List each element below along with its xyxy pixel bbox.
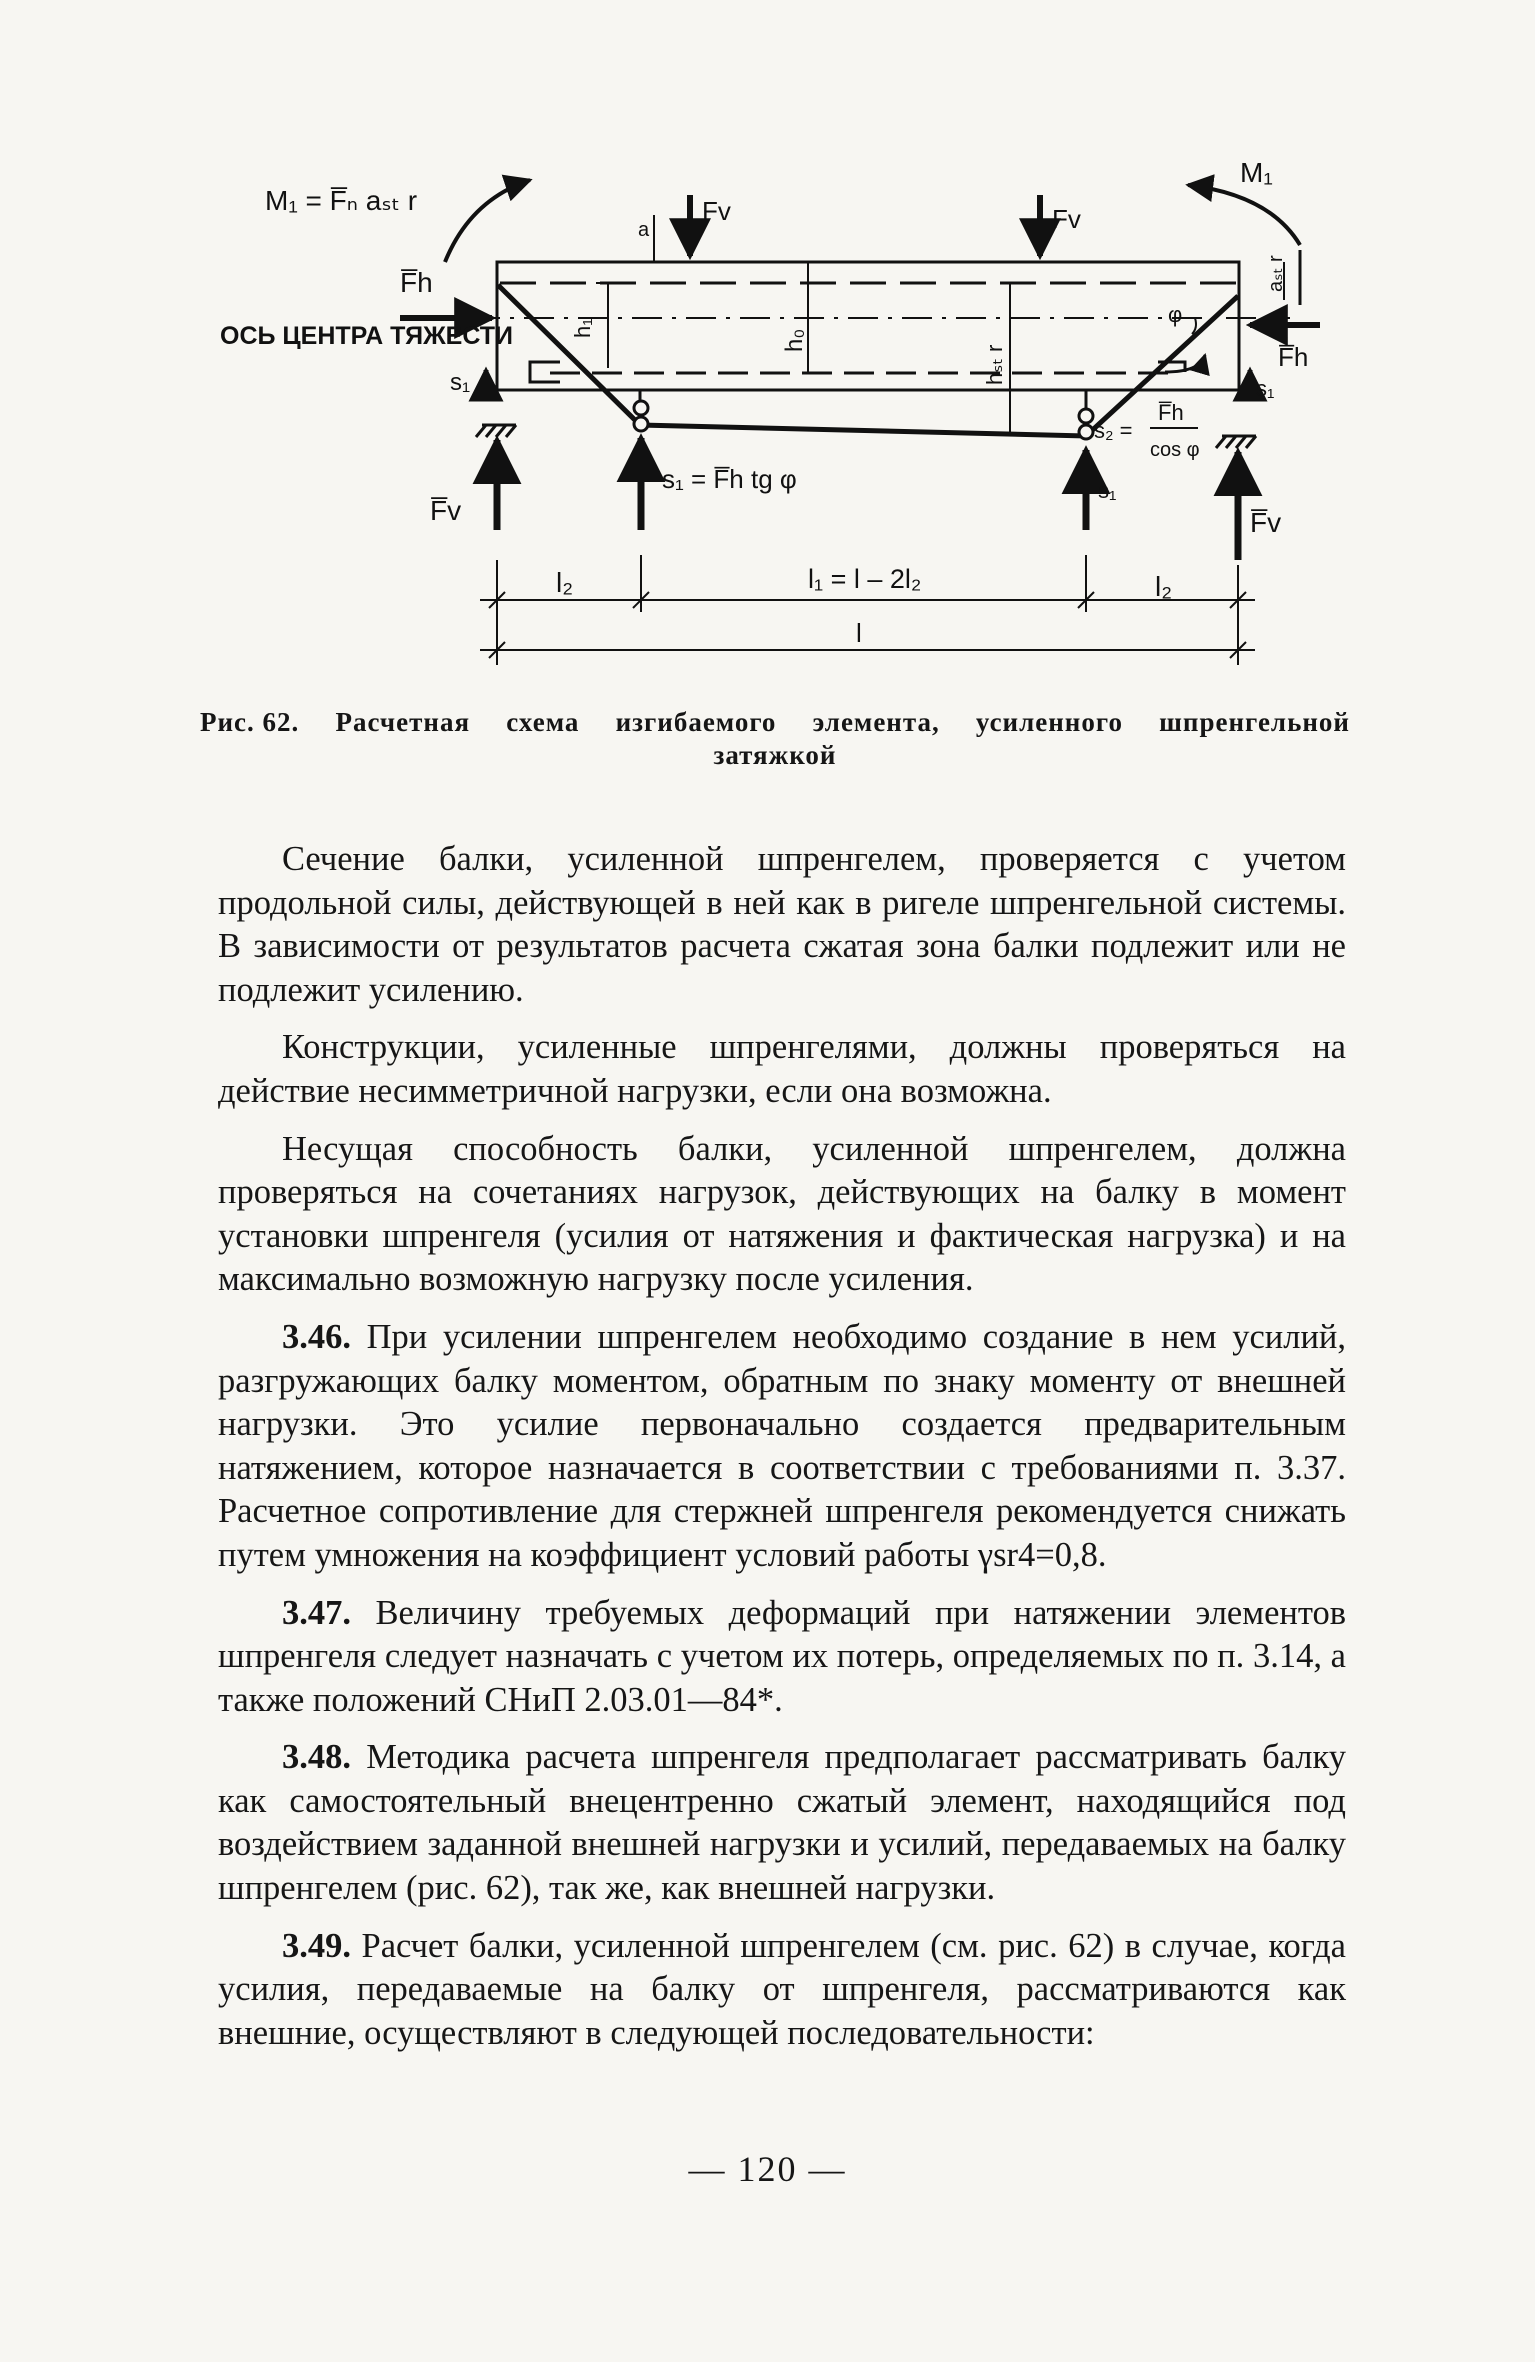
truss-node-left-top — [634, 401, 648, 415]
paragraph — [218, 1925, 1346, 2056]
caption-word: Рис. 62. — [200, 707, 300, 737]
angle-phi-arc — [1192, 318, 1196, 334]
caption-word: усиленного — [975, 707, 1123, 737]
paragraph-text: Расчет балки, усиленной шпренгелем (см. рис. 62) в случае, когда усилия, передаваемые на балку от шпренгеля, рассматриваются как внешние, осуществляют в следующей последовательности: — [218, 1926, 1346, 2052]
label-h0: h₀ — [781, 328, 808, 352]
label-a: a — [638, 219, 650, 241]
label-moment-left: M₁ = F̅ₙ aₛₜ r — [265, 185, 418, 216]
paragraph — [218, 1736, 1346, 1910]
caption-word: Расчетная — [335, 707, 471, 737]
paragraph-text: Сечение балки, усиленной шпренгелем, проверяется с учетом продольной силы, действующей в ней как в ригеле шпренгельной системы. В зависимости от результатов расчета сжатая зона балки подлежит или не подлежит усилению. — [218, 840, 1346, 1009]
support-right — [1216, 436, 1256, 448]
label-fv-top-right: Fv — [1052, 204, 1081, 234]
beam-diagram — [0, 0, 1535, 690]
label-s1-left: s₁ — [450, 369, 471, 396]
paragraph-text: При усилении шпренгелем необходимо создание в нем усилий, разгружающих балку моментом, обратным по знаку моменту от внешней нагрузки. Это усилие первоначально создается предварительным натяжением, которое назначается в соответствии с требованиями п. 3.37. Расчетное сопротивление для стержней шпренгеля рекомендуется снижать путем умножения на коэффициент условий работы γsr4=0,8. — [218, 1317, 1346, 1574]
caption-line-2: затяжкой — [713, 740, 837, 770]
label-fv-top-left: Fv — [702, 196, 731, 226]
label-fv-right: F̅v — [1250, 507, 1282, 538]
moment-arc-right — [1188, 185, 1300, 245]
paragraph-number: 3.49. — [282, 1926, 351, 1965]
paragraph-number: 3.48. — [282, 1738, 351, 1777]
label-h1: h₁ — [570, 318, 595, 338]
caption-line-1 — [200, 706, 1350, 739]
label-s2-formula: s₂ = — [1094, 418, 1133, 443]
label-s1-right-top: s₁ — [1256, 376, 1275, 401]
moment-arc-left — [445, 180, 530, 262]
label-fh-right: F̅h — [1278, 342, 1309, 372]
label-s2-cos: cos φ — [1150, 439, 1200, 461]
truss-node-right-top — [1079, 409, 1093, 423]
paragraph-text: Методика расчета шпренгеля предполагает рассматривать балку как самостоятельный внецентренно сжатый элемент, находящийся под воздействием заданной внешней нагрузки и усилий, передаваемых на балку шпренгелем (рис. 62), так же, как внешней нагрузки. — [218, 1738, 1347, 1908]
label-centroid-axis: ОСЬ ЦЕНТРА ТЯЖЕСТИ — [220, 322, 514, 350]
label-fv-left: F̅v — [430, 495, 462, 526]
paragraph — [218, 838, 1346, 1012]
truss-node-right-bottom — [1079, 425, 1093, 439]
label-phi: φ — [1168, 302, 1183, 327]
label-l2-right: l₂ — [1155, 571, 1173, 602]
label-s2-fh: F̅h — [1158, 400, 1184, 425]
caption-word: изгибаемого — [615, 707, 777, 737]
caption-word: шпренгельной — [1159, 707, 1350, 737]
figure-caption — [200, 706, 1350, 772]
paragraph — [218, 1026, 1346, 1113]
paragraph-text: Несущая способность балки, усиленной шпренгелем, должна проверяться на сочетаниях нагрузок, действующих на балку в момент установки шпренгеля (усилия от натяжения и фактическая нагрузка) и на максимально возможную нагрузку после усиления. — [218, 1129, 1346, 1299]
label-l1: l₁ = l – 2l₂ — [808, 564, 922, 594]
body-text — [218, 838, 1346, 2069]
paragraph-text: Конструкции, усиленные шпренгелями, должны проверяться на действие несимметричной нагрузки, если она возможна. — [218, 1028, 1346, 1110]
label-s1-formula: s₁ = F̅h tg φ — [662, 464, 797, 494]
label-hstr: hₛₜ r — [982, 344, 1007, 385]
caption-word: схема — [506, 707, 580, 737]
label-astr: aₛₜ r — [1265, 255, 1287, 292]
paragraph — [218, 1592, 1346, 1723]
label-l: l — [856, 618, 862, 648]
page-number: — 120 — — [688, 2149, 847, 2189]
paragraph-number: 3.46. — [282, 1317, 351, 1356]
paragraph — [218, 1316, 1346, 1578]
caption-word: элемента, — [812, 707, 940, 737]
paragraph-number: 3.47. — [282, 1593, 351, 1632]
paragraph — [218, 1128, 1346, 1302]
support-left — [476, 425, 516, 437]
dim-ticks — [489, 592, 1246, 658]
truss-node-left-bottom — [634, 417, 648, 431]
label-l2-left: l₂ — [556, 567, 574, 598]
paragraph-text: Величину требуемых деформаций при натяжении элементов шпренгеля следует назначать с учетом их потерь, определяемых по п. 3.14, а также положений СНиП 2.03.01—84*. — [218, 1593, 1347, 1719]
label-s1-right: s₁ — [1098, 478, 1117, 503]
label-fh-left: F̅h — [400, 267, 433, 298]
label-moment-right: M₁ — [1240, 157, 1273, 188]
